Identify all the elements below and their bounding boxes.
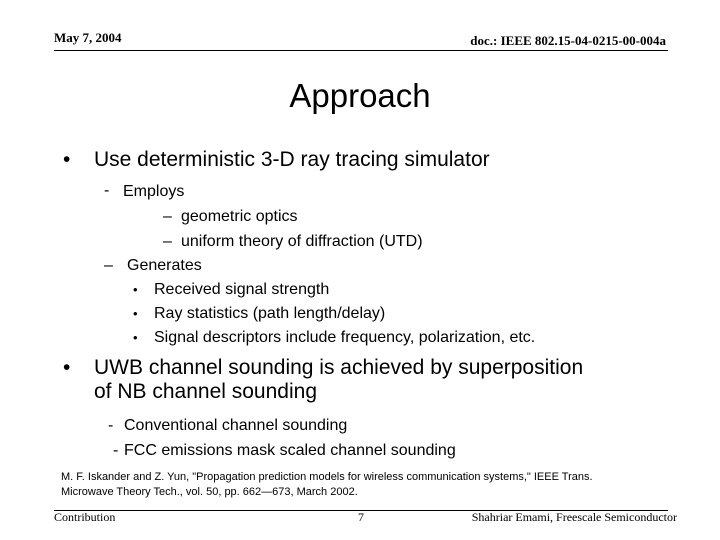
sub-bullet-marker: - xyxy=(104,182,110,199)
sub-sub-marker: • xyxy=(133,282,138,297)
sub-bullet-marker: - xyxy=(113,442,119,459)
header-divider xyxy=(54,50,668,51)
bullet-1-text: Use deterministic 3-D ray tracing simulator xyxy=(94,148,490,171)
sub-sub-marker: – xyxy=(163,208,172,225)
reference-line-2: Microwave Theory Tech., vol. 50, pp. 662—673, March 2002. xyxy=(61,486,358,498)
reference-line-1: M. F. Iskander and Z. Yun, "Propagation prediction models for wireless communication systems," IEEE Trans. xyxy=(61,471,593,483)
generates-item-signal-descriptors: Signal descriptors include frequency, polarization, etc. xyxy=(154,329,536,346)
sub-sub-marker: – xyxy=(163,233,172,250)
generates-item-signal-strength: Received signal strength xyxy=(154,281,330,298)
sub-bullet-marker: – xyxy=(104,257,113,274)
generates-item-ray-statistics: Ray statistics (path length/delay) xyxy=(154,305,386,322)
footer-author: Shahriar Emami, Freescale Semiconductor xyxy=(471,510,677,524)
bullet-2-line-1: UWB channel sounding is achieved by superposition xyxy=(94,356,584,379)
generates-label: Generates xyxy=(127,257,202,274)
bullet-2-line-2: of NB channel sounding xyxy=(94,380,317,403)
employs-item-geometric-optics: geometric optics xyxy=(181,208,298,225)
footer-contribution: Contribution xyxy=(54,510,116,524)
bullet-marker: • xyxy=(63,356,71,379)
page-number: 7 xyxy=(358,510,364,524)
employs-item-utd: uniform theory of diffraction (UTD) xyxy=(181,233,423,250)
reference-citation xyxy=(61,470,661,500)
sub-bullet-marker: - xyxy=(108,417,114,434)
slide-title: Approach xyxy=(289,77,431,114)
sub-sub-marker: • xyxy=(133,330,138,345)
sub-sub-marker: • xyxy=(133,306,138,321)
header-doc-id: doc.: IEEE 802.15-04-0215-00-004a xyxy=(470,33,666,48)
bullet-marker: • xyxy=(63,148,71,171)
item-conventional-sounding: Conventional channel sounding xyxy=(124,417,348,434)
header-date: May 7, 2004 xyxy=(54,30,122,45)
employs-label: Employs xyxy=(123,183,185,200)
item-fcc-mask-sounding: FCC emissions mask scaled channel sounding xyxy=(124,442,456,459)
